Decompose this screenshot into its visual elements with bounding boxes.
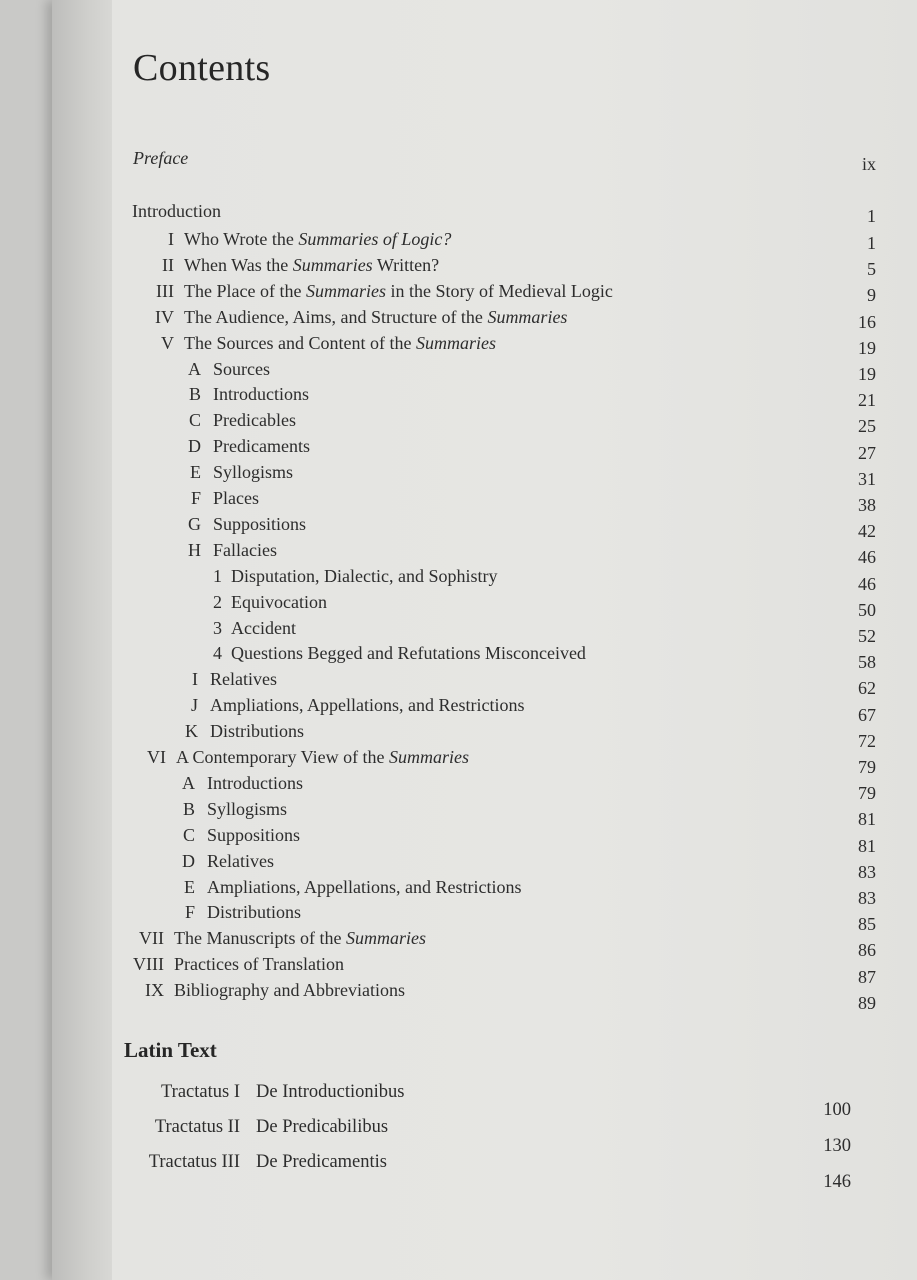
toc-entry-label: A Contemporary View of the Summaries — [176, 747, 470, 767]
toc-entry-label: Fallacies — [213, 539, 277, 560]
latin-heading: Latin Text — [124, 1038, 217, 1062]
toc-entry-label: Practices of Translation — [174, 954, 344, 975]
toc-entry-number: I — [168, 229, 174, 249]
toc-entry-page: 31 — [858, 468, 876, 489]
toc-entry-label: Questions Begged and Refutations Misconceived — [231, 643, 586, 664]
page-title: Contents — [133, 47, 271, 89]
toc-entry-number: B — [182, 798, 195, 819]
toc-preface-page: ix — [861, 154, 876, 174]
toc-entry-label: Predicables — [213, 410, 296, 431]
toc-entry-number: A — [188, 358, 201, 379]
toc-entry-number: C — [188, 410, 201, 431]
toc-entry-number: III — [156, 280, 174, 301]
latin-entry-label: Tractatus II — [154, 1117, 240, 1137]
toc-entry-number: IX — [145, 980, 164, 1001]
toc-entry-italic: Summaries — [389, 747, 470, 767]
toc-entry-number: E — [184, 876, 195, 897]
toc-entry-number: IV — [155, 306, 174, 327]
toc-entry-italic: Summaries of Logic? — [298, 229, 452, 249]
toc-entry-page: 16 — [858, 311, 876, 332]
toc-entry-number: G — [188, 513, 201, 534]
toc-entry-number: II — [162, 254, 174, 275]
toc-entry-page: 81 — [858, 835, 876, 856]
latin-entry-label: Tractatus I — [161, 1082, 240, 1102]
latin-entry-title: De Introductionibus — [256, 1082, 405, 1102]
toc-entry-page: 50 — [858, 599, 876, 620]
toc-entry-number: VIII — [133, 954, 164, 975]
toc-entry-italic: Summaries — [415, 332, 496, 353]
toc-entry-page: 27 — [858, 442, 876, 463]
latin-entry — [118, 1117, 388, 1138]
toc-entry-page: 38 — [858, 495, 876, 515]
toc-entry-label: Ampliations, Appellations, and Restrictions — [207, 876, 522, 897]
toc-entry-italic: Summaries — [487, 306, 568, 327]
toc-entry-page: 85 — [858, 914, 876, 935]
toc-entry-label: Predicaments — [213, 436, 310, 457]
toc-entry-label: The Place of the Summaries in the Story of Medieval Logic — [184, 280, 613, 301]
toc-entry-page: 79 — [858, 783, 876, 804]
toc-entry-label: Sources — [213, 358, 270, 379]
toc-entry-number: 4 — [213, 643, 222, 664]
toc-entry-number: 3 — [213, 617, 222, 638]
toc-entry-number: VI — [147, 747, 166, 767]
latin-entry-page: 100 — [823, 1100, 851, 1120]
toc-entry-label: The Audience, Aims, and Structure of the Summaries — [184, 306, 568, 327]
toc-entry-label: The Manuscripts of the Summaries — [174, 928, 426, 949]
latin-entry-label: Tractatus III — [148, 1152, 240, 1172]
toc-entry-label: Suppositions — [213, 513, 307, 534]
toc-entry-page: 81 — [858, 809, 876, 830]
toc-entry-number: J — [190, 695, 198, 716]
toc-entry-page: 46 — [858, 573, 876, 594]
toc-entry-label: Ampliations, Appellations, and Restrictions — [210, 695, 525, 716]
toc-entry-page: 5 — [867, 259, 876, 280]
toc-entry-page: 19 — [858, 364, 876, 384]
toc-entry-page: 83 — [858, 888, 876, 908]
toc-entry-label: Introductions — [213, 384, 309, 405]
toc-entry-number: E — [190, 462, 201, 483]
toc-entry-label: Distributions — [207, 902, 302, 923]
latin-entry-title: De Predicabilibus — [256, 1117, 389, 1137]
toc-entry-page: 72 — [858, 730, 876, 751]
toc-entry-page: 87 — [858, 966, 876, 987]
toc-entry-number: 1 — [213, 565, 222, 586]
toc-entry-label: Places — [213, 488, 259, 508]
toc-entry-page: 58 — [858, 652, 876, 673]
page-gutter — [52, 0, 112, 1280]
toc-entry-page: 89 — [858, 992, 876, 1013]
latin-entry-page: 146 — [823, 1172, 851, 1192]
toc-entry-number: V — [161, 332, 174, 353]
toc-introduction-page: 1 — [867, 206, 876, 226]
toc-entry-number: F — [190, 488, 201, 508]
toc-entry-italic: Summaries — [305, 280, 386, 301]
toc-entry-italic: Summaries — [292, 254, 373, 275]
toc-entry-number: H — [188, 539, 201, 560]
toc-entry-italic: Summaries — [345, 928, 426, 949]
toc-entry-page: 67 — [858, 704, 876, 725]
toc-entry-page: 1 — [867, 233, 876, 253]
toc-introduction: Introduction — [132, 201, 221, 221]
toc-entry-number: A — [182, 772, 195, 793]
toc-entry-label: Suppositions — [207, 824, 301, 845]
toc-entry-label: Syllogisms — [207, 798, 288, 819]
toc-entry-number: I — [192, 669, 198, 690]
toc-preface: Preface — [133, 148, 189, 168]
latin-entry-title: De Predicamentis — [256, 1152, 387, 1172]
toc-entry-page: 9 — [867, 285, 876, 306]
toc-entry-number: F — [184, 902, 195, 923]
toc-entry-label: Introductions — [207, 772, 303, 793]
toc-entry-page: 86 — [858, 940, 876, 961]
toc-entry-label: Relatives — [207, 850, 274, 871]
toc-entry-page: 79 — [858, 757, 876, 777]
toc-entry-label: Distributions — [210, 721, 305, 742]
toc-entry-page: 62 — [858, 678, 876, 699]
toc-entry-label: Equivocation — [231, 591, 327, 612]
toc-entry-page: 42 — [858, 521, 876, 542]
toc-entry-label: Disputation, Dialectic, and Sophistry — [231, 565, 498, 586]
toc-entry-number: K — [185, 721, 198, 742]
latin-entry — [118, 1152, 387, 1173]
toc-entry-label: Bibliography and Abbreviations — [174, 980, 405, 1001]
latin-entry-page: 130 — [823, 1136, 851, 1156]
toc-entry-label: When Was the Summaries Written? — [184, 254, 440, 275]
toc-entry-label: Syllogisms — [213, 462, 294, 483]
toc-entry-page: 19 — [858, 337, 876, 358]
toc-entry-number: VII — [139, 928, 164, 949]
toc-entry-page: 46 — [858, 547, 876, 568]
toc-entry-number: B — [188, 384, 201, 405]
toc-entry-label: Accident — [231, 617, 296, 638]
latin-entry — [118, 1082, 405, 1103]
toc-entry-number: C — [182, 824, 195, 845]
toc-entry-page: 52 — [858, 626, 876, 646]
toc-entry-page: 21 — [858, 390, 876, 411]
toc-entry-label: Who Wrote the Summaries of Logic? — [184, 229, 452, 249]
toc-entry-label: The Sources and Content of the Summaries — [184, 332, 496, 353]
toc-entry-number: D — [182, 850, 195, 871]
toc-entry-label: Relatives — [210, 669, 277, 690]
toc-entry-page: 25 — [858, 416, 876, 437]
toc-entry-number: 2 — [213, 591, 222, 612]
toc-entry-page: 83 — [858, 861, 876, 882]
toc-entry-number: D — [188, 436, 201, 457]
